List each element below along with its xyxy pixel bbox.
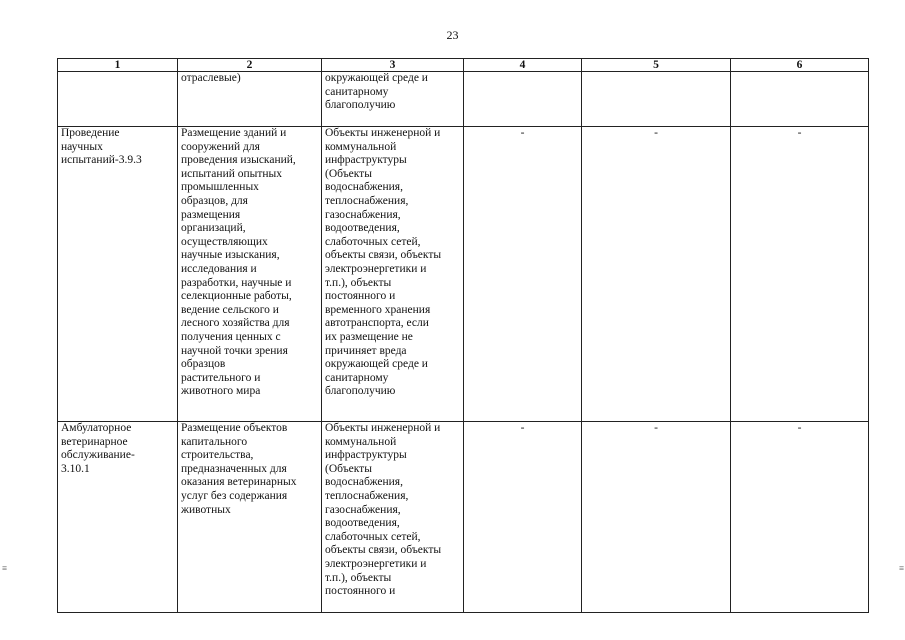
column-header-2: 2 [178, 59, 322, 72]
land-use-type-cell: Амбулаторное ветеринарное обслуживание- 3.10.1 [58, 422, 178, 613]
auxiliary-uses-cell: Объекты инженерной и коммунальной инфраструктуры (Объекты водоснабжения, теплоснабжения, газоснабжения, водоотведения, слаботочных сетей, объекты связи, объекты электроэнергетики и т.п.), объекты постоянного и [322, 422, 464, 613]
description-cell: Размещение зданий и сооружений для проведения изысканий, испытаний опытных промышленных образцов, для размещения организаций, осуществляющих научные изыскания, исследования и разработки, научные и селекционные работы, ведение сельского и лесного хозяйства для получения ценных с научной точки зрения образцов растительного и животного мира [178, 127, 322, 422]
zoning-table [57, 58, 869, 613]
table-row [58, 72, 869, 127]
right-margin-mark: ≡ [899, 563, 905, 573]
parameter-cell-4 [464, 72, 582, 127]
column-header-1: 1 [58, 59, 178, 72]
parameter-cell-5: - [582, 127, 731, 422]
parameter-cell-4: - [464, 127, 582, 422]
auxiliary-uses-cell: Объекты инженерной и коммунальной инфраструктуры (Объекты водоснабжения, теплоснабжения, газоснабжения, водоотведения, слаботочных сетей, объекты связи, объекты электроэнергетики и т.п.), объекты постоянного и временного хранения автотранспорта, если их размещение не причиняет вреда окружающей среде и санитарному благополучию [322, 127, 464, 422]
column-header-5: 5 [582, 59, 731, 72]
column-header-3: 3 [322, 59, 464, 72]
page-number: 23 [446, 28, 459, 42]
description-cell: Размещение объектов капитального строительства, предназначенных для оказания ветеринарных услуг без содержания животных [178, 422, 322, 613]
auxiliary-uses-cell: окружающей среде и санитарному благополучию [322, 72, 464, 127]
parameter-cell-5: - [582, 422, 731, 613]
parameter-cell-5 [582, 72, 731, 127]
left-margin-mark: ≡ [2, 563, 8, 573]
parameter-cell-6 [731, 72, 869, 127]
column-header-4: 4 [464, 59, 582, 72]
parameter-cell-6: - [731, 422, 869, 613]
table-header-row [58, 59, 869, 72]
parameter-cell-4: - [464, 422, 582, 613]
land-use-type-cell [58, 72, 178, 127]
land-use-type-cell: Проведение научных испытаний-3.9.3 [58, 127, 178, 422]
table-row [58, 127, 869, 422]
column-header-6: 6 [731, 59, 869, 72]
table-row [58, 422, 869, 613]
description-cell: отраслевые) [178, 72, 322, 127]
parameter-cell-6: - [731, 127, 869, 422]
